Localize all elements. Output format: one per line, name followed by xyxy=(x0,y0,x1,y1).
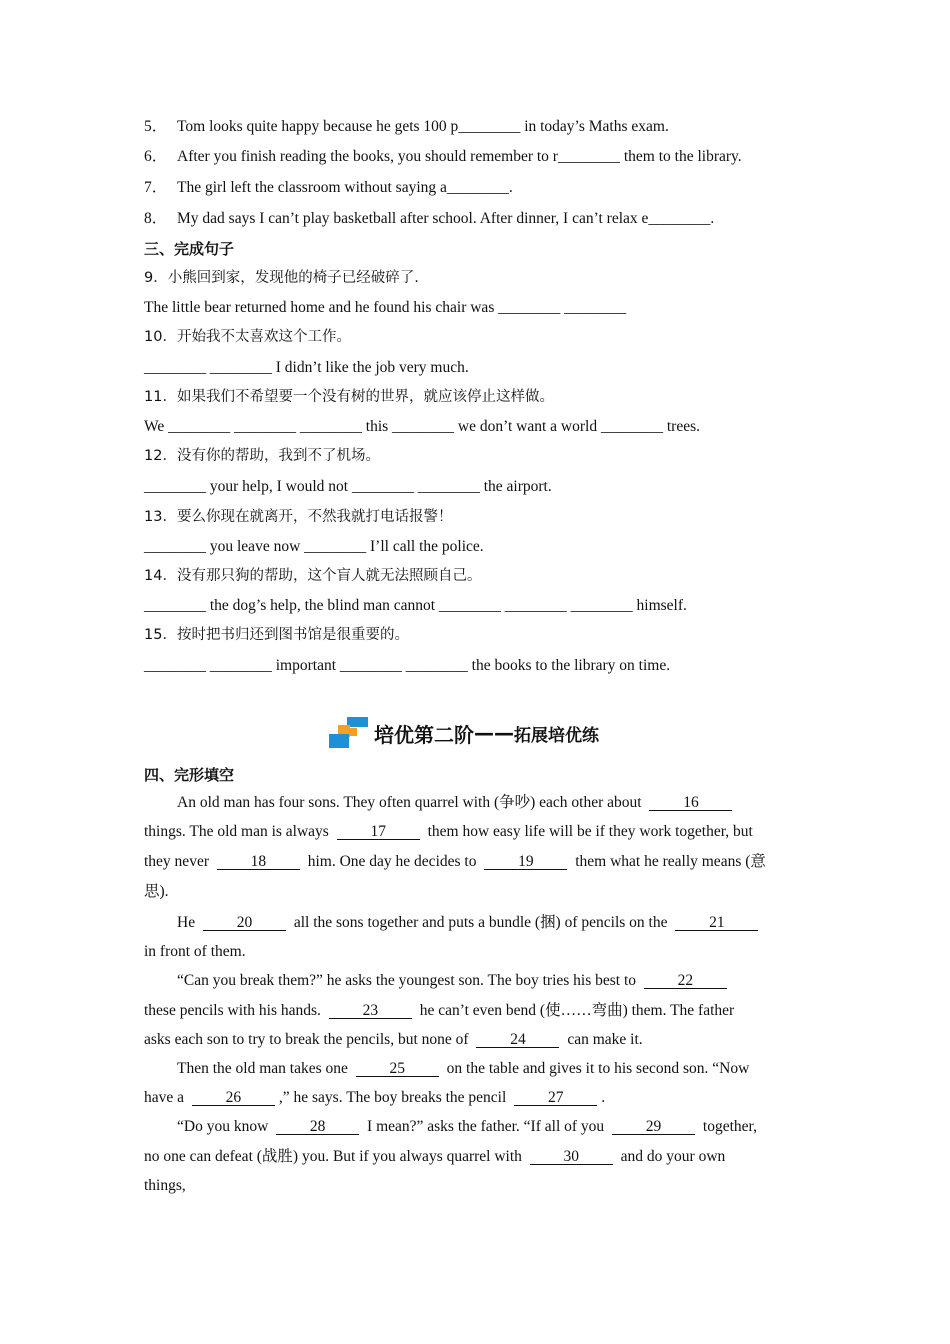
cloze-line-1: An old man has four sons. They often quarrel with (争吵) each other about 16 xyxy=(177,793,736,813)
blank-30[interactable]: 30 xyxy=(530,1149,613,1165)
cloze-line-5: He 20 all the sons together and puts a bundle (捆) of pencils on the 21 xyxy=(177,913,762,933)
question-10-english: ________ ________ I didn’t like the job very much. xyxy=(144,359,469,376)
section-heading-complete-sentences: 三、完成句子 xyxy=(144,240,235,258)
blank-28[interactable]: 28 xyxy=(276,1119,359,1135)
cloze-line-12: “Do you know 28 I mean?” asks the father. “If all of you 29 together, xyxy=(177,1118,757,1135)
cloze-line-6: in front of them. xyxy=(144,943,246,960)
blank-29[interactable]: 29 xyxy=(612,1119,695,1135)
blank-25[interactable]: 25 xyxy=(356,1061,439,1077)
question-11-english: We ________ ________ ________ this ________ we don’t want a world ________ trees. xyxy=(144,418,700,435)
question-5: 5． Tom looks quite happy because he gets 100 p________ in today’s Maths exam. xyxy=(144,118,669,135)
question-14-chinese: 14．没有那只狗的帮助，这个盲人就无法照顾自己。 xyxy=(144,568,482,584)
cloze-line-8: these pencils with his hands. 23 he can’t even bend (使……弯曲) them. The father xyxy=(144,1002,735,1019)
question-12-english: ________ your help, I would not ________ ________ the airport. xyxy=(144,478,552,495)
cloze-line-2: things. The old man is always 17 them how easy life will be if they work together, but xyxy=(144,823,753,840)
question-9-english: The little bear returned home and he found his chair was ________ ________ xyxy=(144,299,627,316)
blocks-logo-icon xyxy=(328,716,368,750)
question-15-english: ________ ________ important ________ ________ the books to the library on time. xyxy=(144,657,671,674)
blank-17[interactable]: 17 xyxy=(337,824,420,840)
blank-16[interactable]: 16 xyxy=(649,795,732,811)
blank-20[interactable]: 20 xyxy=(203,915,286,931)
blank-18[interactable]: 18 xyxy=(217,854,300,870)
blank-22[interactable]: 22 xyxy=(644,973,727,989)
section-title xyxy=(328,716,599,750)
question-7: 7． The girl left the classroom without saying a________. xyxy=(144,179,513,196)
cloze-line-9: asks each son to try to break the pencils, but none of 24 can make it. xyxy=(144,1031,643,1048)
question-14-english: ________ the dog’s help, the blind man cannot ________ ________ ________ himself. xyxy=(144,597,687,614)
cloze-line-7: “Can you break them?” he asks the youngest son. The boy tries his best to 22 xyxy=(177,971,731,991)
blank-23[interactable]: 23 xyxy=(329,1003,412,1019)
cloze-line-4: 思). xyxy=(144,883,169,900)
cloze-line-14: things, xyxy=(144,1177,186,1194)
question-12-chinese: 12．没有你的帮助，我到不了机场。 xyxy=(144,448,380,464)
blank-19[interactable]: 19 xyxy=(484,854,567,870)
cloze-line-11: have a 26 ,” he says. The boy breaks the pencil 27 . xyxy=(144,1089,606,1106)
blank-26[interactable]: 26 xyxy=(192,1090,275,1106)
question-13-english: ________ you leave now ________ I’ll call the police. xyxy=(144,538,484,555)
blank-21[interactable]: 21 xyxy=(675,915,758,931)
question-10-chinese: 10．开始我不太喜欢这个工作。 xyxy=(144,329,351,345)
section-title-sub: 拓展培优练 xyxy=(514,725,599,746)
section-title-main: 培优第二阶 xyxy=(374,722,474,747)
question-9-chinese: 9．小熊回到家，发现他的椅子已经破碎了. xyxy=(144,270,419,286)
cloze-line-10: Then the old man takes one 25 on the table and gives it to his second son. “Now xyxy=(177,1060,750,1077)
question-11-chinese: 11．如果我们不希望要一个没有树的世界，就应该停止这样做。 xyxy=(144,389,554,405)
blank-27[interactable]: 27 xyxy=(514,1090,597,1106)
question-6: 6． After you finish reading the books, you should remember to r________ them to the library. xyxy=(144,148,742,165)
question-8: 8． My dad says I can’t play basketball after school. After dinner, I can’t relax e________. xyxy=(144,210,715,227)
cloze-line-3: they never 18 him. One day he decides to 19 them what he really means (意 xyxy=(144,853,766,870)
question-15-chinese: 15．按时把书归还到图书馆是很重要的。 xyxy=(144,627,409,643)
cloze-line-13: no one can defeat (战胜) you. But if you always quarrel with 30 and do your own xyxy=(144,1148,726,1165)
blank-24[interactable]: 24 xyxy=(476,1032,559,1048)
question-13-chinese: 13．要么你现在就离开，不然我就打电话报警！ xyxy=(144,509,453,525)
section-heading-cloze: 四、完形填空 xyxy=(144,766,235,784)
section-title-dash: —— xyxy=(474,721,514,745)
